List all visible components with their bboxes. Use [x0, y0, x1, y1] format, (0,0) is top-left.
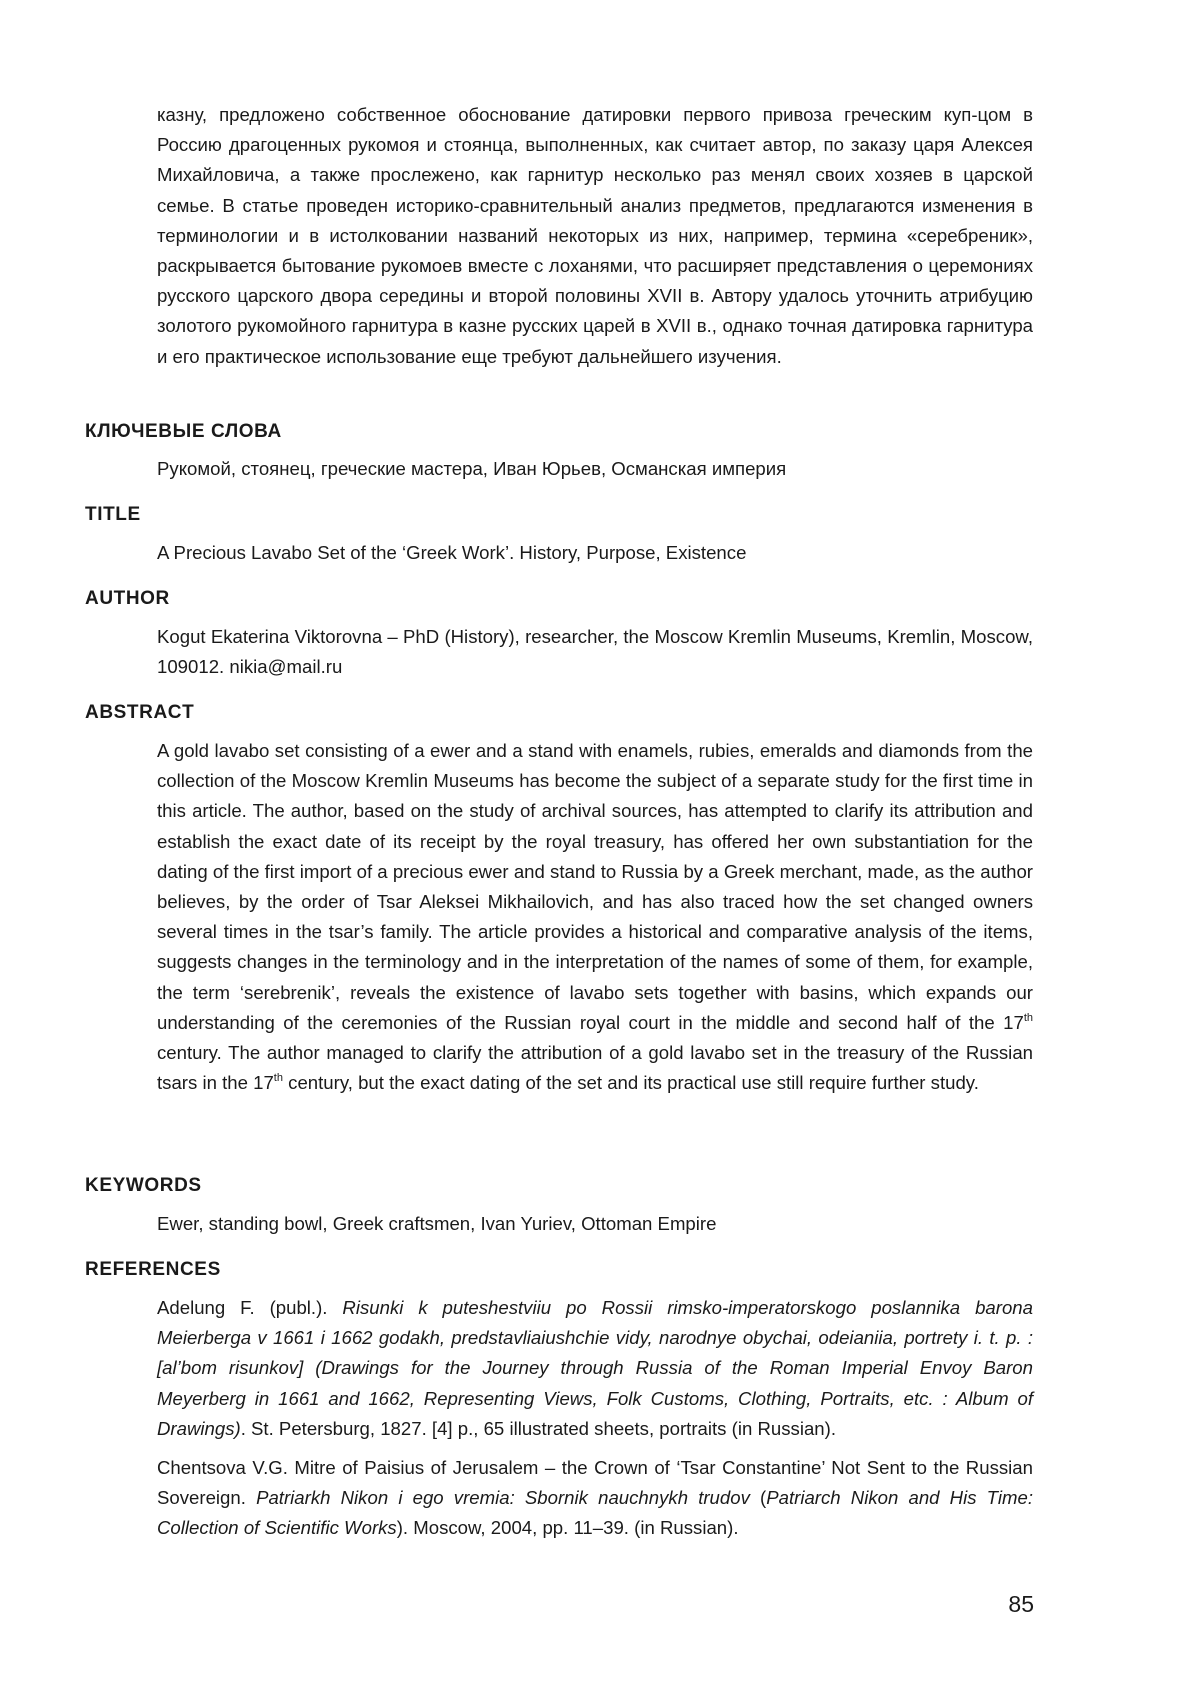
reference-title: Patriarkh Nikon i ego vremia: Sbornik nauchnykh trudov [256, 1487, 750, 1508]
reference-details: . St. Petersburg, 1827. [4] p., 65 illustrated sheets, portraits (in Russian). [241, 1418, 836, 1439]
abstract-text-part3: century, but the exact dating of the set and its practical use still require further study. [283, 1072, 979, 1093]
title-heading: TITLE [85, 504, 141, 526]
abstract-heading: ABSTRACT [85, 702, 194, 724]
abstract-text [157, 736, 1033, 1098]
reference-author: Chentsova V.G. Mitre of Paisius of Jerusalem – the Crown of ‘Tsar Constantine’ Not Sent to the Russian Sovereign. [157, 1457, 1033, 1508]
reference-title: Risunki k puteshestviiu po Rossii rimsko-imperatorskogo poslannika barona Meierberga v 1661 i 1662 godakh, predstavliaiushchie vidy, narodnye obychai, odeianiia, portrety i. t. p. : [al’bom risunkov] (Drawings for the Journey through Russia of the Roman Imperial Envoy Baron Meyerberg in 1661 and 1662, Representing Views, Folk Customs, Clothing, Portraits, etc. : Album of Drawings) [157, 1297, 1033, 1439]
ru-keywords-heading: КЛЮЧЕВЫЕ СЛОВА [85, 421, 282, 443]
keywords-text: Ewer, standing bowl, Greek craftsmen, Ivan Yuriev, Ottoman Empire [157, 1209, 1033, 1239]
ru-abstract-text: казну, предложено собственное обоснование датировки первого привоза греческим куп-цом в Россию драгоценных рукомоя и стоянца, выполненных, как считает автор, по заказу царя Алексея Михайловича, а также прослежено, как гарнитур несколько раз менял своих хозяев в царской семье. В статье проведен историко-сравнительный анализ предметов, предлагаются изменения в терминологии и в истолковании названий некоторых из них, например, термина «серебреник», раскрывается бытование рукомоев вместе с лоханями, что расширяет представления о церемониях русского царского двора середины и второй половины XVII в. Автору удалось уточнить атрибуцию золотого рукомойного гарнитура в казне русских царей в XVII в., однако точная датировка гарнитура и его практическое использование еще требуют дальнейшего изучения. [157, 100, 1033, 372]
abstract-text-part2: century. The author managed to clarify the attribution of a gold lavabo set in the treasury of the Russian tsars in the 17 [157, 1042, 1033, 1093]
title-block [157, 538, 1033, 568]
title-text: A Precious Lavabo Set of the ‘Greek Work’. History, Purpose, Existence [157, 538, 1033, 568]
page-number: 85 [1008, 1591, 1034, 1618]
abstract-block [157, 736, 1033, 1098]
ru-keywords-text: Рукомой, стоянец, греческие мастера, Иван Юрьев, Османская империя [157, 454, 1033, 484]
ru-abstract-continuation [157, 100, 1033, 372]
references-heading: REFERENCES [85, 1259, 221, 1281]
reference-punctuation: ( [750, 1487, 766, 1508]
reference-author: Adelung F. (publ.). [157, 1297, 342, 1318]
ru-keywords-block [157, 454, 1033, 484]
ordinal-superscript: th [274, 1072, 283, 1084]
reference-item [157, 1453, 1033, 1544]
keywords-heading: KEYWORDS [85, 1175, 202, 1197]
reference-details: ). Moscow, 2004, pp. 11–39. (in Russian). [397, 1517, 739, 1538]
references-list [157, 1293, 1033, 1553]
document-page [0, 0, 1200, 1694]
reference-item [157, 1293, 1033, 1444]
author-block [157, 622, 1033, 682]
abstract-text-part1: A gold lavabo set consisting of a ewer and a stand with enamels, rubies, emeralds and diamonds from the collection of the Moscow Kremlin Museums has become the subject of a separate study for the first time in this article. The author, based on the study of archival sources, has attempted to clarify its attribution and establish the exact date of its receipt by the royal treasury, has offered her own substantiation for the dating of the first import of a precious ewer and stand to Russia by a Greek merchant, made, as the author believes, by the order of Tsar Aleksei Mikhailovich, and has also traced how the set changed owners several times in the tsar’s family. The article provides a historical and comparative analysis of the items, suggests changes in the terminology and in the interpretation of the names of some of them, for example, the term ‘serebrenik’, reveals the existence of lavabo sets together with basins, which expands our understanding of the ceremonies of the Russian royal court in the middle and second half of the 17 [157, 740, 1033, 1033]
author-text: Kogut Ekaterina Viktorovna – PhD (History), researcher, the Moscow Kremlin Museums, Kremlin, Moscow, 109012. nikia@mail.ru [157, 622, 1033, 682]
author-heading: AUTHOR [85, 588, 170, 610]
reference-title-translation: Patriarch Nikon and His Time: Collection of Scientific Works [157, 1487, 1033, 1538]
keywords-block [157, 1209, 1033, 1239]
ordinal-superscript: th [1024, 1012, 1033, 1024]
